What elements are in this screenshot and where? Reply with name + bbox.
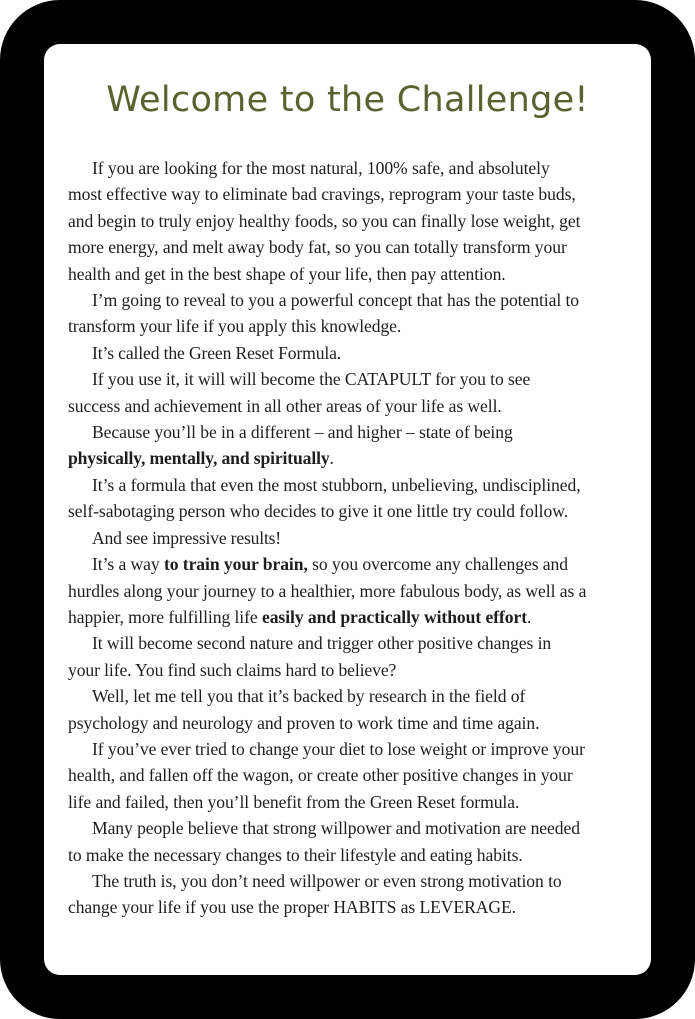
paragraph-line: more energy, and melt away body fat, so you can totally transform your [68,237,567,258]
paragraph-line: And see impressive results! [92,527,281,548]
text-span: so you overcome any challenges and [307,554,568,575]
bold-phrase: to train your brain, [163,554,308,575]
paragraph-line: If you are looking for the most natural, 100% safe, and absolutely [92,158,550,178]
paragraph-line: your life. You find such claims hard to believe? [68,659,397,680]
paragraph-line: change your life if you use the proper HABITS as LEVERAGE. [68,897,516,918]
paragraph-line [68,551,651,577]
paragraph-line: to make the necessary changes to their lifestyle and eating habits. [68,844,523,865]
body-text [68,155,651,921]
page-title: Welcome to the Challenge! [106,80,589,120]
paragraph-line: It will become second nature and trigger other positive changes in [92,633,552,654]
paragraph-line: If you’ve ever tried to change your diet to lose weight or improve your [92,738,585,759]
paragraph-line: success and achievement in all other areas of your life as well. [68,395,502,416]
paragraph-line [68,445,651,471]
text-span: happier, more fulfilling life [68,606,262,627]
paragraph-line: health and get in the best shape of your life, then pay attention. [68,263,506,284]
paragraph-line: The truth is, you don’t need willpower or even strong motivation to [92,870,562,891]
paragraph-line: and begin to truly enjoy healthy foods, so you can finally lose weight, get [68,210,581,231]
bold-phrase: physically, mentally, and spiritually [68,448,330,469]
paragraph-line: most effective way to eliminate bad cravings, reprogram your taste buds, [68,184,576,205]
paragraph-line: life and failed, then you’ll benefit from the Green Reset formula. [68,791,520,812]
paragraph-line: hurdles along your journey to a healthier, more fabulous body, as well as a [68,580,587,601]
paragraph-line [68,604,651,630]
text-span: . [329,448,334,469]
paragraph-line: Because you’ll be in a different – and higher – state of being [92,422,513,443]
paragraph-line: I’m going to reveal to you a powerful concept that has the potential to [92,290,580,311]
paragraph-line: Well, let me tell you that it’s backed by research in the field of [92,686,526,707]
paragraph-line: self-sabotaging person who decides to give it one little try could follow. [68,501,569,522]
page [44,44,651,975]
text-span: It’s a way [92,554,164,575]
paragraph-line: psychology and neurology and proven to work time and time again. [68,712,540,733]
paragraph-line: It’s a formula that even the most stubborn, unbelieving, undisciplined, [92,474,581,495]
paragraph-line: It’s called the Green Reset Formula. [92,342,342,363]
text-span: . [527,606,532,627]
paragraph-line: If you use it, it will will become the CATAPULT for you to see [92,369,531,390]
bold-phrase: easily and practically without effort [261,606,528,627]
paragraph-line: transform your life if you apply this knowledge. [68,316,402,337]
paragraph-line: Many people believe that strong willpower and motivation are needed [92,818,580,839]
paragraph-line: health, and fallen off the wagon, or create other positive changes in your [68,765,573,786]
